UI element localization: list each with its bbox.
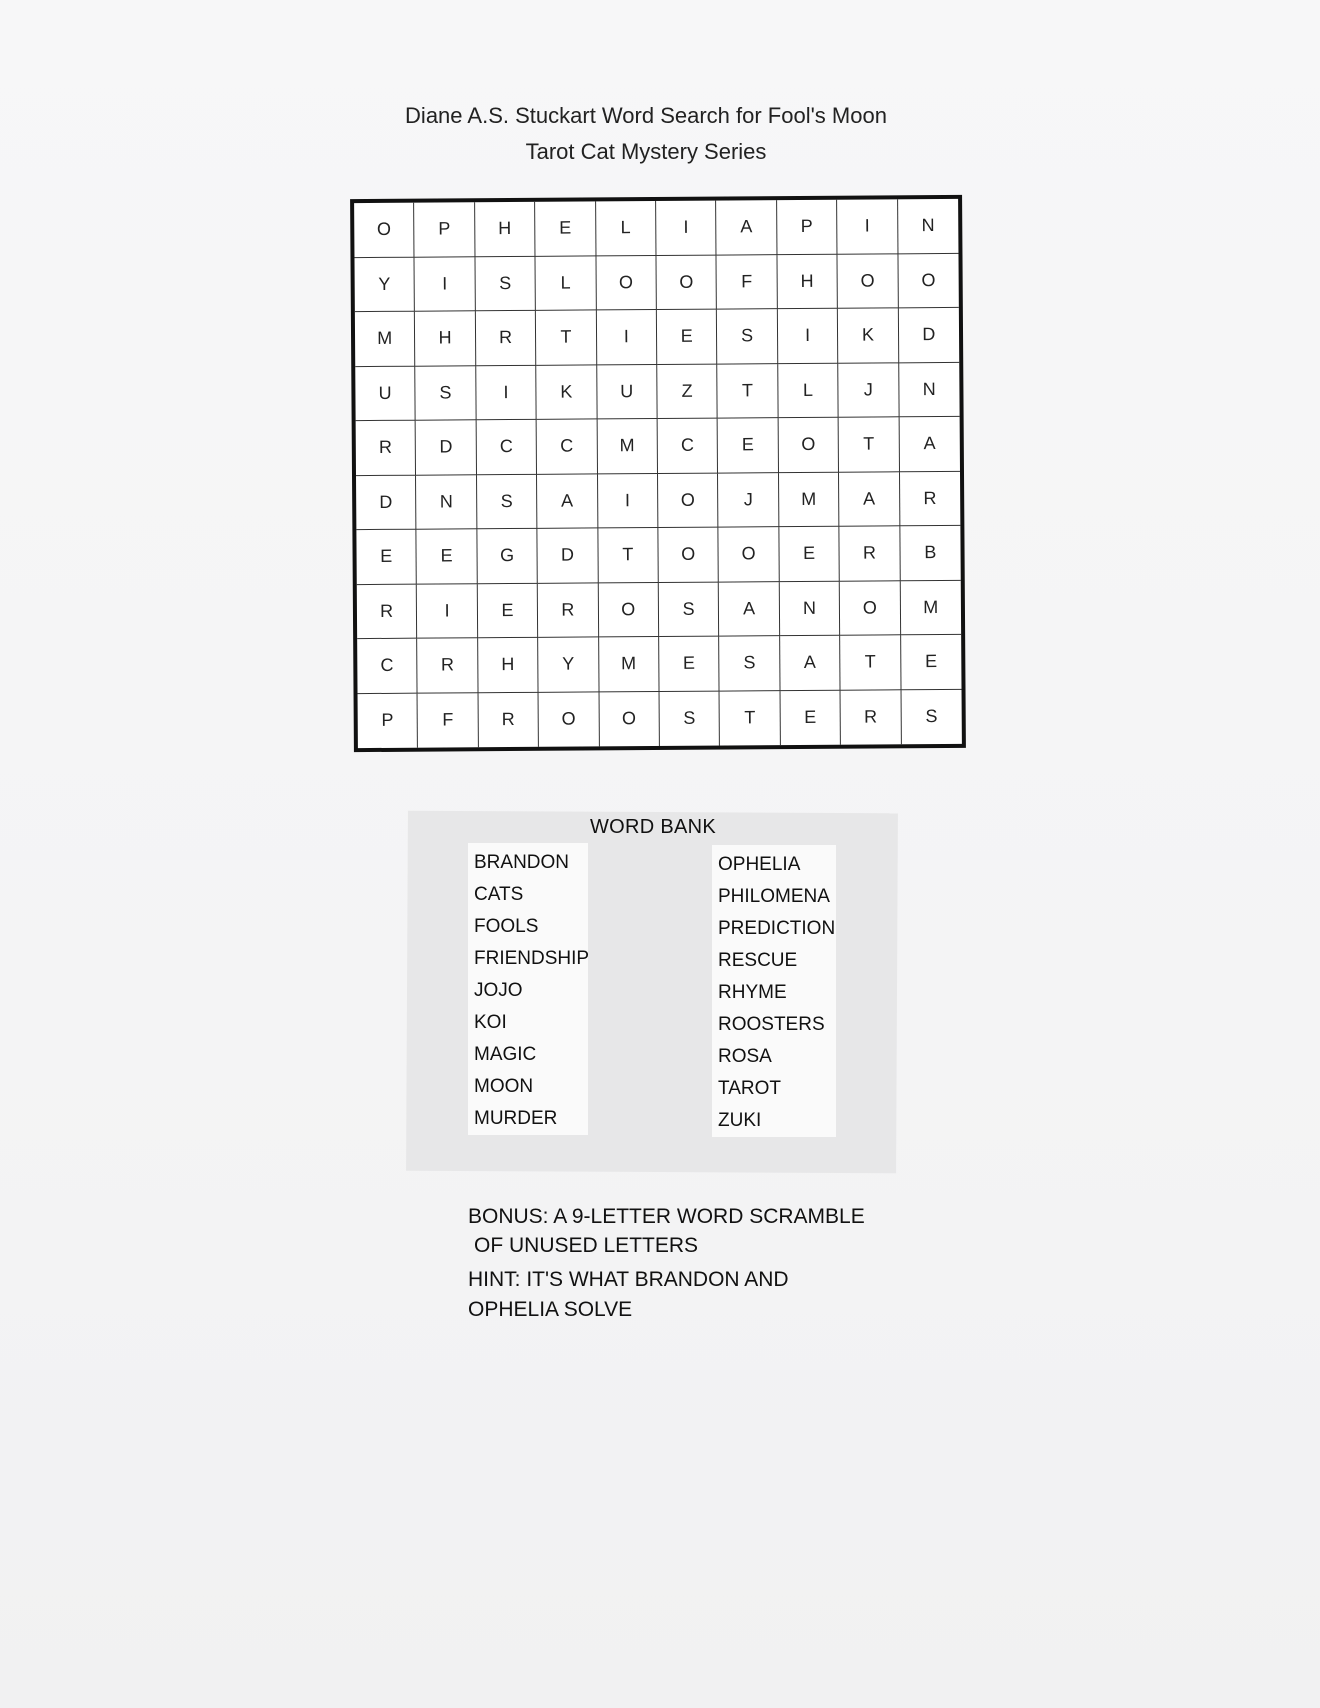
grid-cell: D — [356, 475, 417, 530]
grid-cell: E — [478, 583, 539, 638]
grid-cell: I — [656, 201, 717, 256]
word-bank-item: BRANDON — [474, 852, 570, 873]
grid-cell: P — [777, 200, 838, 255]
grid-cell: U — [597, 365, 658, 420]
grid-cell: A — [780, 636, 841, 691]
grid-cell: R — [900, 471, 961, 526]
bonus-line-2: OF UNUSED LETTERS — [474, 1234, 699, 1257]
word-bank-item: RESCUE — [718, 950, 798, 971]
word-bank-left-column — [468, 843, 588, 1135]
grid-cell: R — [357, 584, 418, 639]
grid-cell: M — [779, 472, 840, 527]
word-bank-item: FRIENDSHIP — [474, 948, 590, 969]
word-bank-item: TAROT — [718, 1078, 781, 1099]
grid-cell: O — [719, 527, 780, 582]
grid-cell: N — [899, 362, 960, 417]
grid-cell: O — [838, 254, 899, 309]
grid-cell: R — [840, 526, 901, 581]
word-bank-item: JOJO — [474, 980, 523, 1001]
word-bank-item: RHYME — [718, 982, 787, 1003]
grid-cell: Z — [657, 364, 718, 419]
grid-cell: H — [777, 254, 838, 309]
grid-cell: H — [415, 311, 476, 366]
grid-cell: I — [476, 365, 537, 420]
grid-cell: A — [719, 582, 780, 637]
grid-cell: S — [416, 366, 477, 421]
grid-cell: N — [780, 581, 841, 636]
grid-cell: M — [599, 637, 660, 692]
grid-cell: O — [840, 581, 901, 636]
grid-cell: O — [539, 692, 600, 747]
grid-cell: O — [898, 253, 959, 308]
word-bank-item: MAGIC — [474, 1044, 537, 1065]
grid-cell: Y — [354, 257, 415, 312]
grid-cell: E — [356, 530, 417, 585]
grid-cell: H — [475, 202, 536, 257]
grid-cell: M — [900, 580, 961, 635]
word-bank-right-column — [712, 845, 836, 1137]
grid-cell: T — [720, 691, 781, 746]
grid-cell: O — [599, 691, 660, 746]
page-subtitle: Tarot Cat Mystery Series — [525, 139, 767, 164]
grid-cell: N — [416, 475, 477, 530]
grid-cell: B — [900, 526, 961, 581]
grid-cell: E — [779, 527, 840, 582]
word-bank-item: KOI — [474, 1012, 507, 1033]
grid-cell: D — [538, 528, 599, 583]
grid-cell: T — [839, 417, 900, 472]
grid-cell: E — [901, 635, 962, 690]
grid-cell: L — [596, 201, 657, 256]
grid-cell: I — [417, 584, 478, 639]
bonus-line-1: BONUS: A 9-LETTER WORD SCRAMBLE — [468, 1205, 865, 1228]
grid-cell: S — [475, 256, 536, 311]
grid-cell: S — [925, 706, 938, 727]
grid-cell: A — [537, 474, 598, 529]
grid-cell: F — [717, 255, 778, 310]
grid-cell: I — [415, 257, 476, 312]
grid-cell: R — [418, 638, 479, 693]
grid-cell: O — [658, 473, 719, 528]
grid-cell: Y — [538, 637, 599, 692]
grid-cell: S — [477, 474, 538, 529]
grid-cell: K — [536, 365, 597, 420]
grid-cell: M — [597, 419, 658, 474]
grid-cell: I — [837, 199, 898, 254]
grid-cell: I — [598, 474, 659, 529]
grid-cell: O — [596, 256, 657, 311]
grid-cell: A — [716, 200, 777, 255]
word-bank-item: CATS — [474, 884, 524, 905]
word-bank-item: PHILOMENA — [718, 886, 830, 907]
grid-cell: C — [357, 639, 418, 694]
grid-cell: S — [660, 691, 721, 746]
word-bank-title: WORD BANK — [590, 816, 717, 838]
grid-cell: A — [899, 417, 960, 472]
grid-cell: S — [659, 582, 720, 637]
grid-cell: D — [416, 420, 477, 475]
grid-cell: J — [718, 473, 779, 528]
grid-cell: G — [477, 529, 538, 584]
grid-cell: C — [537, 419, 598, 474]
grid-cell: O — [778, 418, 839, 473]
word-bank-item: MOON — [474, 1076, 534, 1097]
grid-cell: R — [538, 583, 599, 638]
grid-cell: E — [417, 529, 478, 584]
grid-cell: T — [840, 635, 901, 690]
word-bank-item: PREDICTION — [718, 918, 836, 939]
grid-cell: J — [838, 363, 899, 418]
grid-cell: K — [838, 308, 899, 363]
grid-cell: H — [478, 638, 539, 693]
word-bank-item: ROSA — [718, 1046, 772, 1067]
bonus-hint-line-1: HINT: IT'S WHAT BRANDON AND — [468, 1268, 789, 1291]
grid-cell: E — [535, 201, 596, 256]
grid-cell: I — [596, 310, 657, 365]
grid-cell: S — [717, 309, 778, 364]
grid-cell: E — [657, 310, 718, 365]
grid-cell: R — [841, 690, 902, 745]
word-bank-item: FOOLS — [474, 916, 539, 937]
grid-cell: R — [478, 692, 539, 747]
word-bank-item: MURDER — [474, 1108, 558, 1129]
grid-cell: O — [658, 528, 719, 583]
grid-cell: S — [720, 636, 781, 691]
grid-cell: R — [476, 311, 537, 366]
grid-cell: T — [598, 528, 659, 583]
grid-cell: E — [780, 690, 841, 745]
grid-cell: P — [414, 202, 475, 257]
grid-cell: E — [659, 637, 720, 692]
word-bank-item: ZUKI — [718, 1110, 762, 1131]
grid-cell: L — [778, 363, 839, 418]
word-bank-item: ROOSTERS — [718, 1014, 825, 1035]
grid-cell: U — [355, 366, 416, 421]
grid-cell: N — [898, 199, 959, 254]
grid-cell: C — [476, 420, 537, 475]
word-bank-item: OPHELIA — [718, 854, 801, 875]
word-search-grid — [350, 195, 966, 752]
grid-cell: O — [598, 582, 659, 637]
grid-cell: E — [718, 418, 779, 473]
grid-cell: R — [356, 421, 417, 476]
grid-cell: I — [778, 309, 839, 364]
grid-cell: D — [898, 308, 959, 363]
bonus-hint-line-2: OPHELIA SOLVE — [468, 1298, 633, 1321]
page-title: Diane A.S. Stuckart Word Search for Fool's Moon — [405, 103, 887, 128]
grid-cell: M — [355, 312, 416, 367]
grid-cell: T — [536, 310, 597, 365]
grid-cell: P — [358, 693, 419, 748]
grid-cell: T — [718, 364, 779, 419]
grid-cell: L — [536, 256, 597, 311]
grid-cell: F — [418, 693, 479, 748]
grid-cell: A — [839, 472, 900, 527]
grid-cell: O — [354, 203, 415, 258]
grid-cell: O — [656, 255, 717, 310]
grid-cell: C — [658, 419, 719, 474]
